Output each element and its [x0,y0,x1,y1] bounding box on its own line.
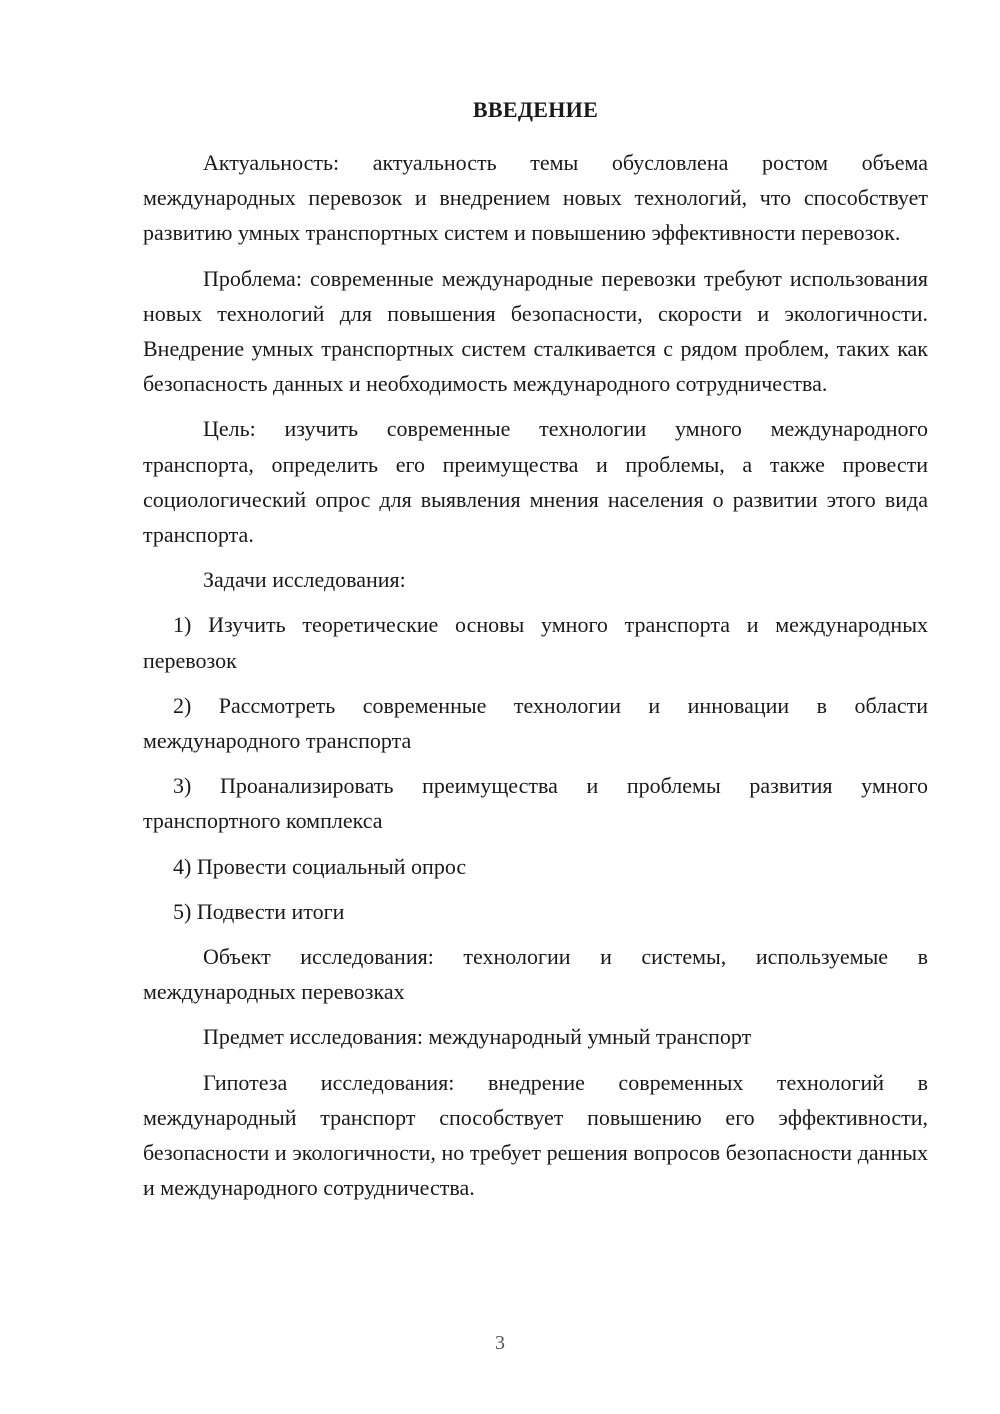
problem-paragraph: Проблема: современные международные перевозки требуют использования новых технологий для повышения безопасности, скорости и экологичности. Внедрение умных транспортных систем сталкивается с рядом проблем, таких как безопасность данных и необходимость международного сотрудничества. [143,265,928,397]
tasks-title: Задачи исследования: [203,567,406,593]
task-item-4: 4) Провести социальный опрос [173,853,467,879]
task-item-5: 5) Подвести итоги [173,898,345,924]
page-number: 3 [495,1332,505,1354]
goal-paragraph: Цель: изучить современные технологии умного международного транспорта, определить его преимущества и проблемы, а также провести социологический опрос для выявления мнения населения о развитии этого вида транспорта. [143,416,928,548]
task-item-2: 2) Рассмотреть современные технологии и инновации в области международного транспорта [143,692,928,754]
document-page [143,92,928,1205]
relevance-paragraph: Актуальность: актуальность темы обусловлена ростом объема международных перевозок и внедрением новых технологий, что способствует развитию умных транспортных систем и повышению эффективности перевозок. [143,150,928,246]
subject-paragraph: Предмет исследования: международный умный транспорт [203,1024,752,1050]
section-heading: ВВЕДЕНИЕ [472,97,599,122]
task-item-3: 3) Проанализировать преимущества и проблемы развития умного транспортного комплекса [143,773,928,834]
object-paragraph: Объект исследования: технологии и системы, используемые в международных перевозках [143,944,928,1005]
hypothesis-paragraph: Гипотеза исследования: внедрение современных технологий в международный транспорт способствует повышению его эффективности, безопасности и экологичности, но требует решения вопросов безопасности данных и международного сотрудничества. [143,1069,928,1201]
task-item-1: 1) Изучить теоретические основы умного транспорта и международных перевозок [143,612,928,673]
